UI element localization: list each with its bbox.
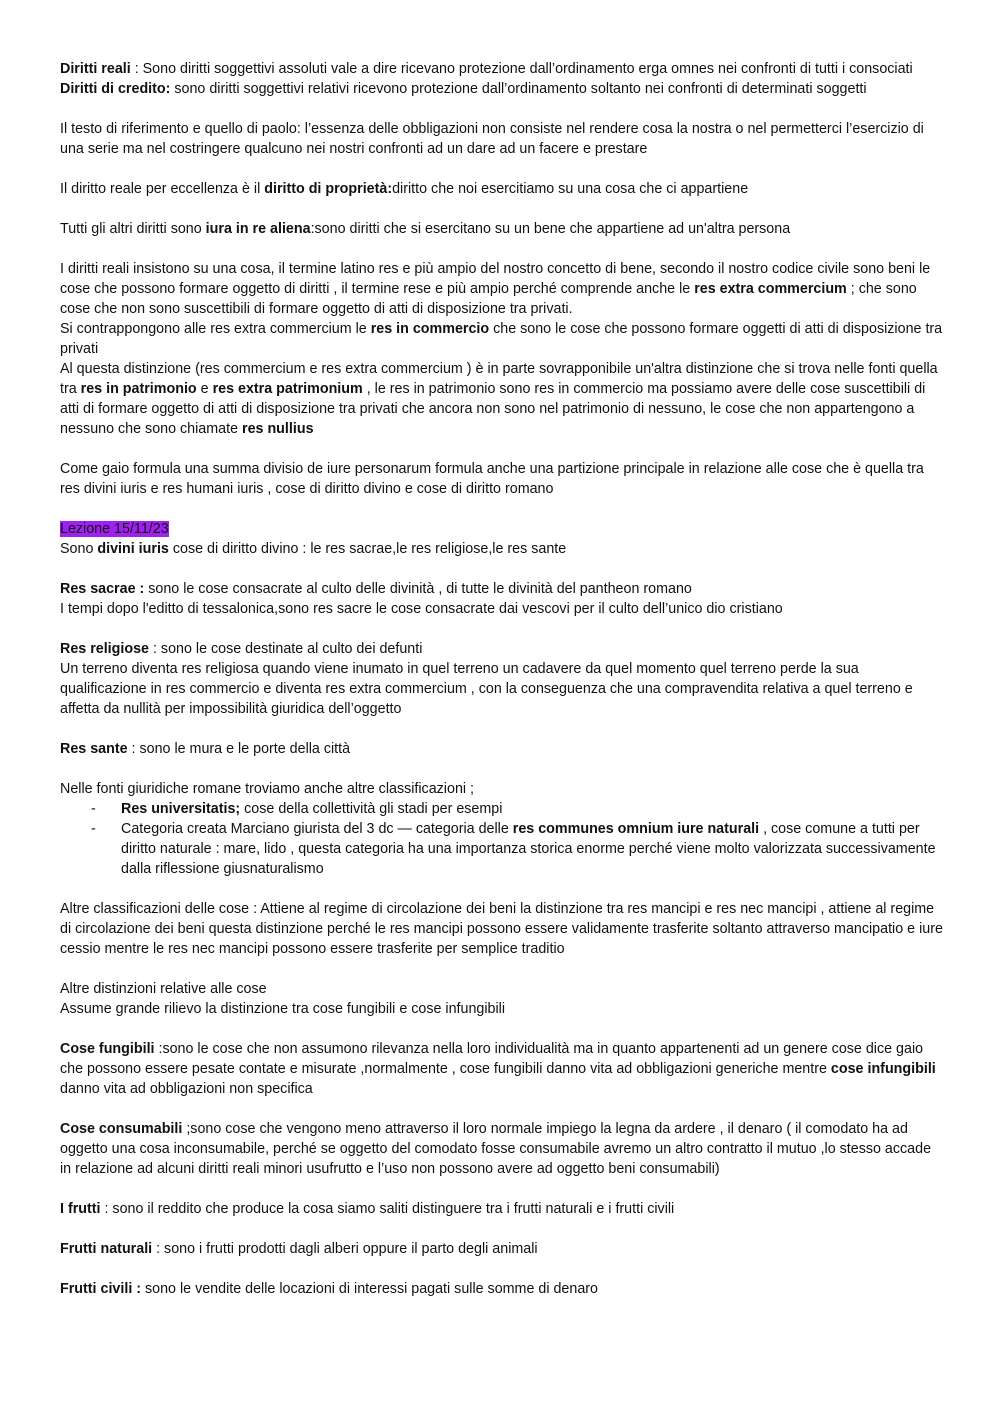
document-page xyxy=(60,59,945,1299)
paragraph-res-religiose: Res religiose : sono le cose destinate al culto dei defunti xyxy=(60,641,423,657)
paragraph-res-mancipi: Altre classificazioni delle cose : Attiene al regime di circolazione dei beni la distinzione tra res mancipi e res nec mancipi , attiene al regime di circolazione dei beni questa distinzione perché le res mancipi possono essere validamente trasferite soltanto attraverso mancipatio e iure cessio mentre le res nec mancipi possono essere trasferite per semplice traditio xyxy=(60,901,943,957)
paragraph-res-in-patrimonio: Al questa distinzione (res commercium e res extra commercium ) è in parte sovrapponibile un'altra distinzione che si trova nelle fonti quella tra res in patrimonio e res extra patrimonium , le res in patrimonio sono res in commercio ma possiamo avere delle cose suscettibili di atti di formare oggetto di atti di disposizione tra privati che ancora non sono nel patrimonio di nessuno, le cose che non appartengono a nessuno che sono chiamate res nullius xyxy=(60,361,938,437)
term-res-extra-patrimonium: res extra patrimonium xyxy=(212,381,363,397)
term-divini-iuris: divini iuris xyxy=(97,541,169,557)
term-res-extra-commercium: res extra commercium xyxy=(694,281,847,297)
term-res-universitatis: Res universitatis; xyxy=(121,801,241,817)
paragraph-altre-classificazioni: Nelle fonti giuridiche romane troviamo anche altre classificazioni ; xyxy=(60,781,475,797)
paragraph-iura-in-re-aliena: Tutti gli altri diritti sono iura in re aliena:sono diritti che si esercitano su un bene che appartiene ad un'altra persona xyxy=(60,221,791,237)
term-iura-in-re-aliena: iura in re aliena xyxy=(205,221,311,237)
term-res-sante: Res sante xyxy=(60,741,128,757)
paragraph-cose-fungibili: Cose fungibili :sono le cose che non assumono rilevanza nella loro individualità ma in quanto appartenenti ad un genere cose dice gaio che possono essere pesate contate e misurate ,normalmente , cose fungibili danno vita ad obbligazioni generiche mentre cose infungibili danno vita ad obbligazioni non specifica xyxy=(60,1041,936,1097)
paragraph-frutti-naturali: Frutti naturali : sono i frutti prodotti dagli alberi oppure il parto degli animali xyxy=(60,1241,538,1257)
term-res-in-patrimonio: res in patrimonio xyxy=(80,381,197,397)
paragraph-diritto-proprieta: Il diritto reale per eccellenza è il diritto di proprietà:diritto che noi esercitiamo su una cosa che ci appartiene xyxy=(60,181,749,197)
term-frutti-naturali: Frutti naturali xyxy=(60,1241,153,1257)
term-diritti-credito: Diritti di credito: xyxy=(60,81,171,97)
paragraph-frutti-civili: Frutti civili : sono le vendite delle locazioni di interessi pagati sulle somme di denaro xyxy=(60,1281,599,1297)
list-item: - Categoria creata Marciano giurista del 3 dc — categoria delle res communes omnium iure naturali , cose comune a tutti per diritto naturale : mare, lido , questa categoria ha una importanza storica enorme perché viene molto valorizzata successivamente dalla riflessione giusnaturalismo xyxy=(121,819,945,879)
paragraph-tessalonica: I tempi dopo l'editto di tessalonica,sono res sacre le cose consacrate dai vescovi per il culto dell’unico dio cristiano xyxy=(60,601,783,617)
paragraph-testo-paolo: Il testo di riferimento e quello di paolo: l’essenza delle obbligazioni non consiste nel rendere cosa la nostra o nel permetterci l’esercizio di una serie ma nel costringere qualcuno nei nostri confronti ad un dare ad un facere e prestare xyxy=(60,121,924,157)
paragraph-diritti-reali: Diritti reali : Sono diritti soggettivi assoluti vale a dire ricevano protezione dall’ordinamento erga omnes nei confronti di tutti i consociati xyxy=(60,61,913,77)
term-cose-consumabili: Cose consumabili xyxy=(60,1121,183,1137)
paragraph-res-extra-commercium: I diritti reali insistono su una cosa, il termine latino res e più ampio del nostro concetto di bene, secondo il nostro codice civile sono beni le cose che possono formare oggetto di diritti , il termine rese e più ampio perché comprende anche le res extra commercium ; che sono cose che non sono suscettibili di formare oggetto di atti di disposizione tra privati. xyxy=(60,261,931,317)
paragraph-summa-divisio: Come gaio formula una summa divisio de iure personarum formula anche una partizione principale in relazione alle cose che è quella tra res divini iuris e res humani iuris , cose di diritto divino e cose di diritto romano xyxy=(60,461,924,497)
list-item: - Res universitatis; cose della collettività gli stadi per esempi xyxy=(121,799,945,819)
paragraph-fungibili-intro: Assume grande rilievo la distinzione tra cose fungibili e cose infungibili xyxy=(60,1001,506,1017)
paragraph-res-sacrae: Res sacrae : sono le cose consacrate al culto delle divinità , di tutte le divinità del pantheon romano xyxy=(60,581,692,597)
classification-list xyxy=(60,799,945,879)
paragraph-frutti: I frutti : sono il reddito che produce la cosa siamo saliti distinguere tra i frutti naturali e i frutti civili xyxy=(60,1201,675,1217)
lesson-date-highlight: Lezione 15/11/23 xyxy=(60,521,169,537)
term-res-sacrae: Res sacrae : xyxy=(60,581,145,597)
paragraph-terreno: Un terreno diventa res religiosa quando viene inumato in quel terreno un cadavere da quel momento quel terreno perde la sua qualificazione in res commercio e diventa res extra commercium , con la conseguenza che una compravendita relativa a quel terreno e affetta da nullità per impossibilità giuridica dell’oggetto xyxy=(60,661,913,717)
term-frutti-civili: Frutti civili : xyxy=(60,1281,142,1297)
paragraph-cose-consumabili: Cose consumabili ;sono cose che vengono meno attraverso il loro normale impiego la legna da ardere , il denaro ( il comodato ha ad oggetto una cosa inconsumabile, perché se oggetto del comodato fosse consumabile avremo un altro contratto il mutuo ,lo stesso accade in relazione ad alcuni diritti reali minori usufrutto e l’uso non possono avere ad oggetto beni consumabili) xyxy=(60,1121,932,1177)
paragraph-diritti-credito: Diritti di credito: sono diritti soggettivi relativi ricevono protezione dall’ordinamento soltanto nei confronti di determinati soggetti xyxy=(60,81,867,97)
term-res-nullius: res nullius xyxy=(242,421,314,437)
term-diritto-proprieta: diritto di proprietà: xyxy=(264,181,393,197)
term-cose-infungibili: cose infungibili xyxy=(830,1061,936,1077)
term-res-in-commercio: res in commercio xyxy=(370,321,490,337)
term-res-communes: res communes omnium iure naturali xyxy=(512,821,760,837)
term-diritti-reali: Diritti reali xyxy=(60,61,131,77)
term-frutti: I frutti xyxy=(60,1201,101,1217)
paragraph-divini-iuris: Sono divini iuris cose di diritto divino : le res sacrae,le res religiose,le res sante xyxy=(60,541,567,557)
paragraph-res-sante: Res sante : sono le mura e le porte della città xyxy=(60,741,351,757)
term-cose-fungibili: Cose fungibili xyxy=(60,1041,155,1057)
lesson-heading xyxy=(60,519,945,539)
term-res-religiose: Res religiose xyxy=(60,641,149,657)
paragraph-altre-distinzioni: Altre distinzioni relative alle cose xyxy=(60,981,267,997)
paragraph-res-in-commercio: Si contrappongono alle res extra commercium le res in commercio che sono le cose che possono formare oggetti di atti di disposizione tra privati xyxy=(60,321,943,357)
